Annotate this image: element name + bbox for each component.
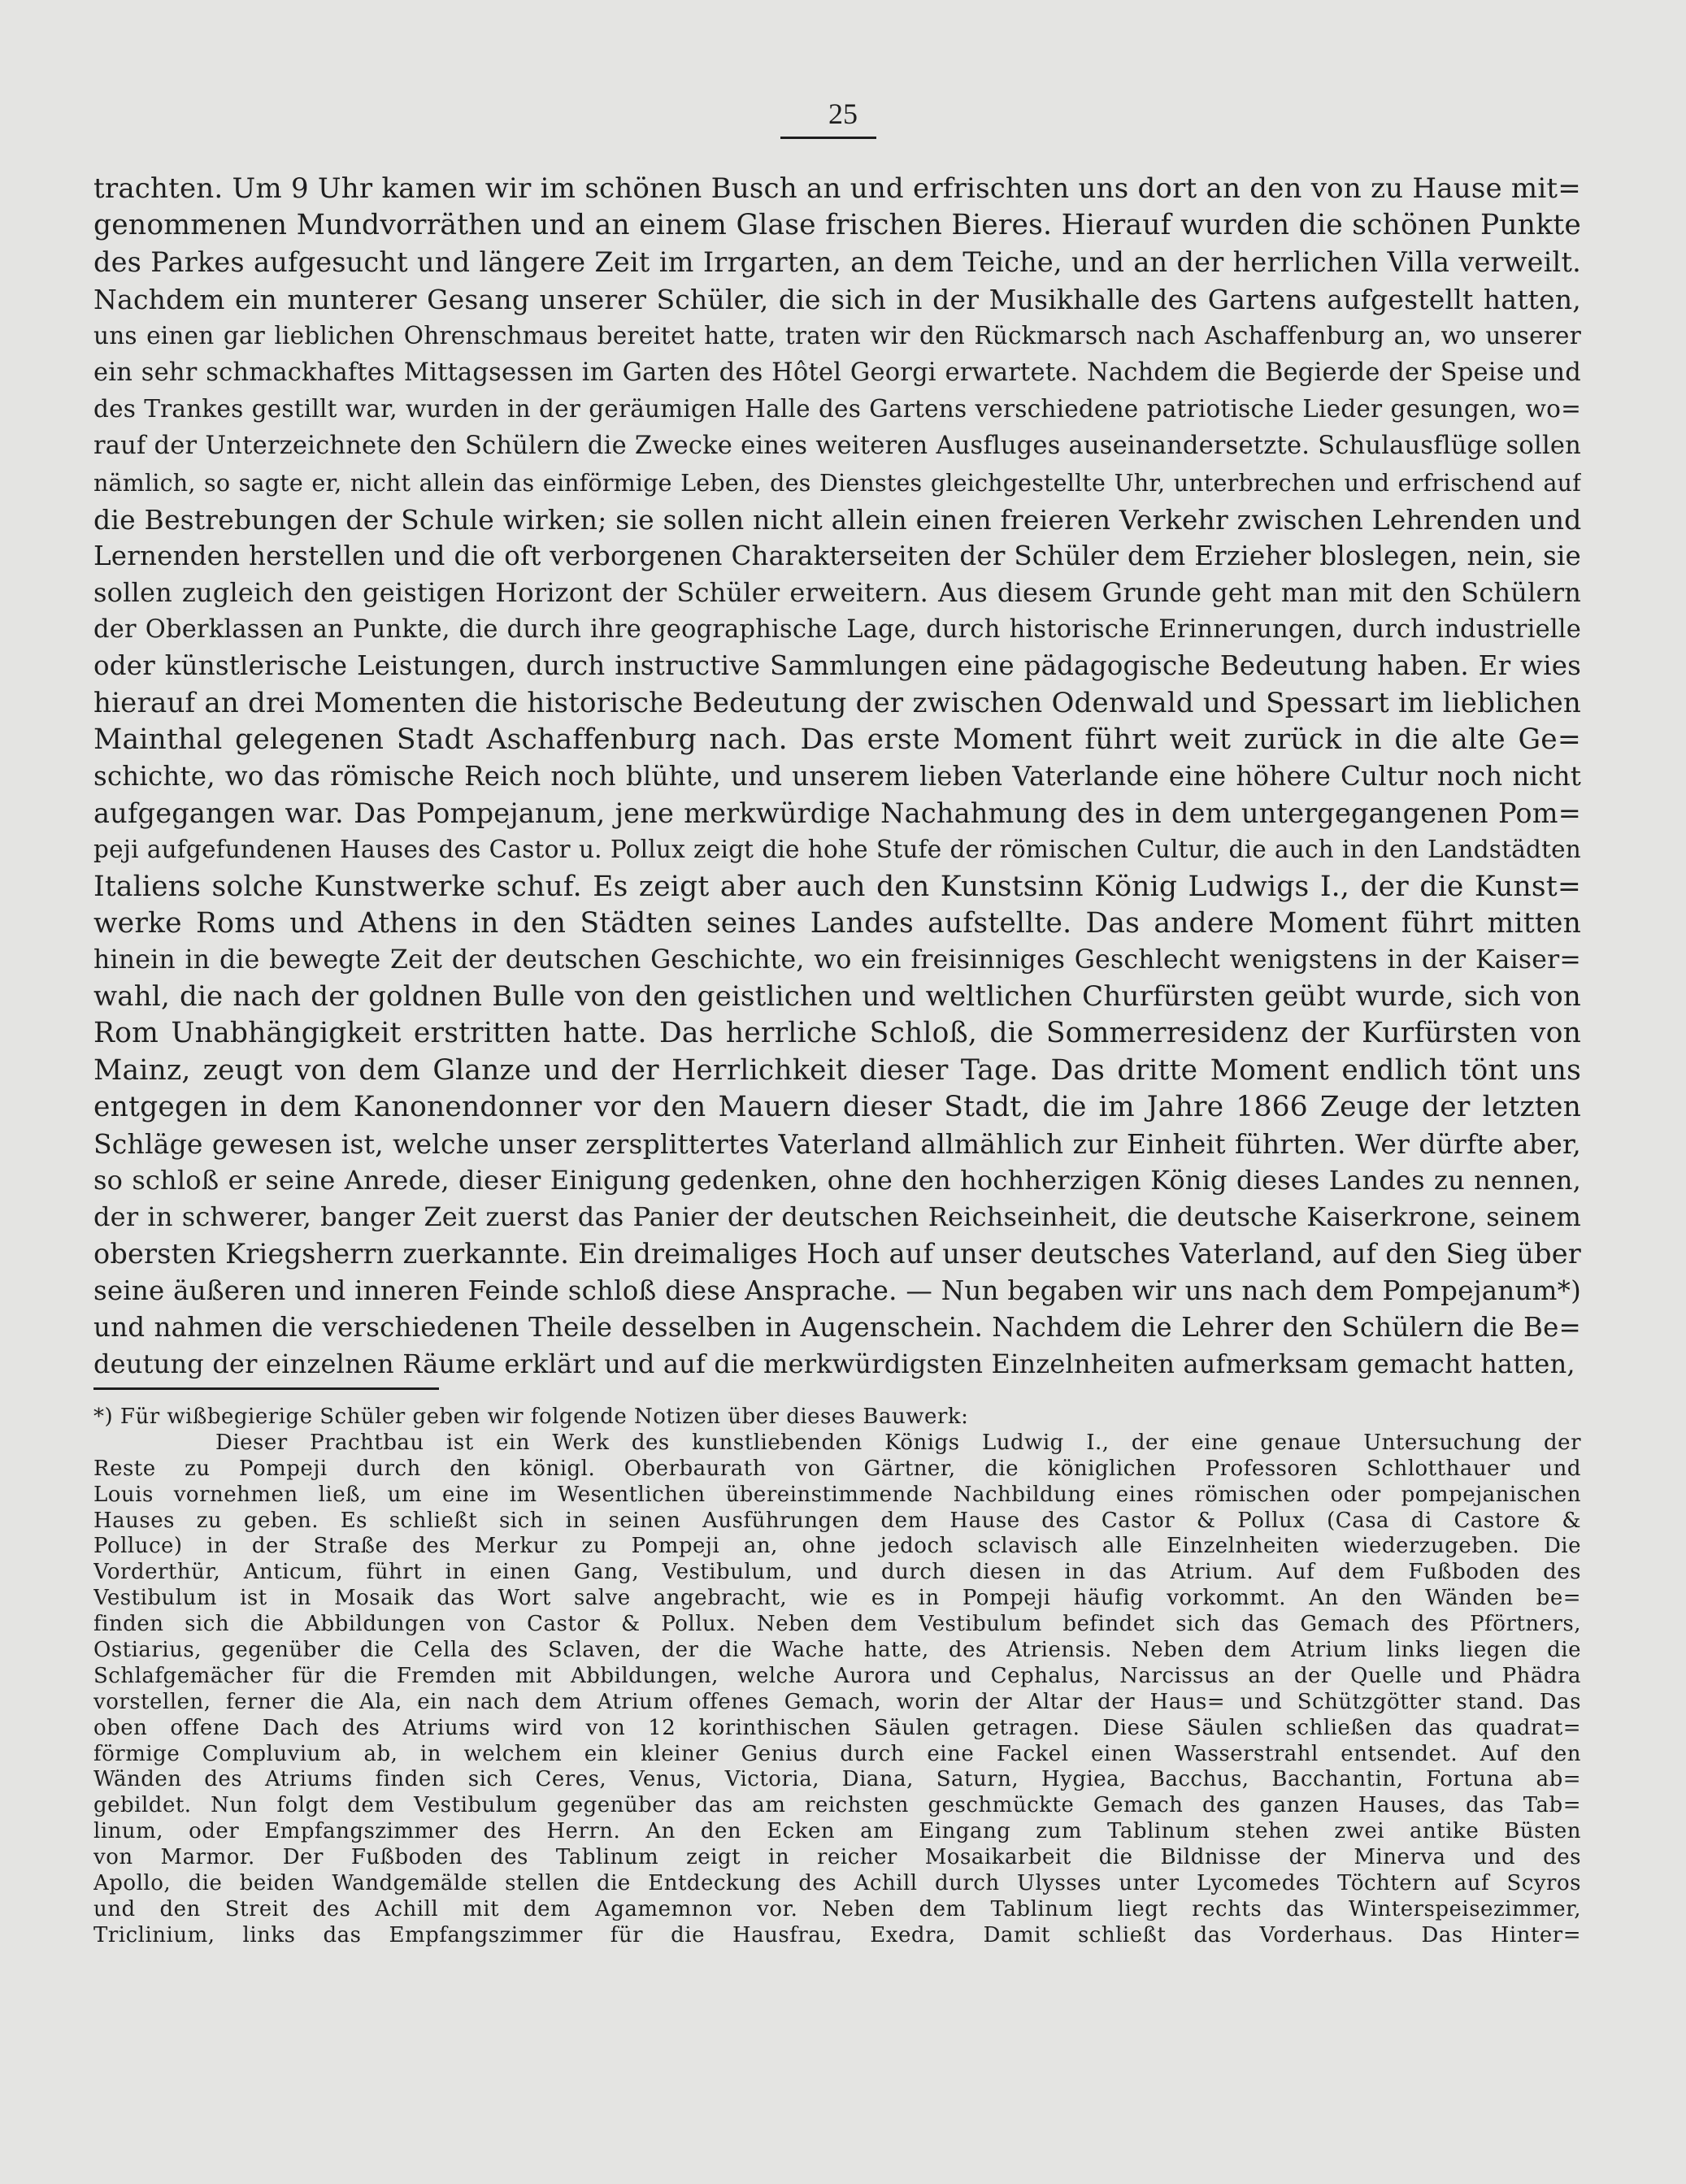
- main-text: [93, 171, 1581, 1383]
- footnote-heading: *) Für wißbegierige Schüler geben wir folgende Notizen über dieses Bauwerk:: [93, 1405, 969, 1429]
- footnote-line: Polluce) in der Straße des Merkur zu Pompeji an, ohne jedoch sclavisch alle Einzelnheiten wiederzugeben. Die: [93, 1534, 1581, 1559]
- footnote-line: Ostiarius, gegenüber die Cella des Sclaven, der die Wache hatte, des Atriensis. Neben dem Atrium links liegen die: [93, 1638, 1581, 1663]
- footnote-line: gebildet. Nun folgt dem Vestibulum gegenüber das am reichsten geschmückte Gemach des ganzen Hauses, das Tab=: [93, 1793, 1581, 1818]
- main-text-line: ein sehr schmackhaftes Mittagsessen im Garten des Hôtel Georgi erwartete. Nachdem die Begierde der Speise und: [93, 358, 1581, 387]
- footnote-line: Apollo, die beiden Wandgemälde stellen die Entdeckung des Achill durch Ulysses unter Lycomedes Töchtern auf Scyros: [93, 1871, 1581, 1896]
- page-number: 25: [828, 98, 858, 130]
- main-text-line: des Parkes aufgesucht und längere Zeit im Irrgarten, an dem Teiche, und an der herrlichen Villa verweilt.: [93, 246, 1581, 279]
- main-text-line: nämlich, so sagte er, nicht allein das einförmige Leben, des Dienstes gleichgestellte Uhr, unterbrechen und erfrischend auf: [93, 469, 1581, 497]
- footnote-line: von Marmor. Der Fußboden des Tablinum zeigt in reicher Mosaikarbeit die Bildnisse der Minerva und des: [93, 1845, 1581, 1870]
- footnote-line: vorstellen, ferner die Ala, ein nach dem Atrium offenes Gemach, worin der Altar der Haus= und Schützgötter stand. Das: [93, 1689, 1581, 1714]
- main-text-line: des Trankes gestillt war, wurden in der geräumigen Halle des Gartens verschiedene patriotische Lieder gesungen, wo=: [93, 395, 1581, 423]
- footnote-line: finden sich die Abbildungen von Castor & Pollux. Neben dem Vestibulum befindet sich das Gemach des Pförtners,: [93, 1612, 1581, 1637]
- main-text-line: sollen zugleich den geistigen Horizont der Schüler erweitern. Aus diesem Grunde geht man mit den Schülern: [93, 577, 1581, 609]
- footnote-line: und den Streit des Achill mit dem Agamemnon vor. Neben dem Tablinum liegt rechts das Winterspeisezimmer,: [93, 1896, 1581, 1921]
- footnote-line: Vestibulum ist in Mosaik das Wort salve angebracht, wie es in Pompeji häufig vorkommt. An den Wänden be=: [93, 1586, 1581, 1611]
- main-text-line: entgegen in dem Kanonendonner vor den Mauern dieser Stadt, die im Jahre 1866 Zeuge der letzten: [93, 1090, 1581, 1123]
- footnote-line: Triclinium, links das Empfangszimmer für die Hausfrau, Exedra, Damit schließt das Vorderhaus. Das Hinter=: [93, 1922, 1581, 1947]
- footnote-line: linum, oder Empfangszimmer des Herrn. An den Ecken am Eingang zum Tablinum stehen zwei antike Büsten: [93, 1819, 1581, 1844]
- footnote-line: Vorderthür, Anticum, führt in einen Gang, Vestibulum, und durch diesen in das Atrium. Auf dem Fußboden des: [93, 1560, 1581, 1585]
- main-text-line: rauf der Unterzeichnete den Schülern die Zwecke eines weiteren Ausfluges auseinandersetzte. Schulausflüge sollen: [93, 432, 1581, 461]
- main-text-line: deutung der einzelnen Räume erklärt und auf die merkwürdigsten Einzelnheiten aufmerksam gemacht hatten,: [93, 1348, 1575, 1379]
- footnote-line: Wänden des Atriums finden sich Ceres, Venus, Victoria, Diana, Saturn, Hygiea, Bacchus, Bacchantin, Fortuna ab=: [93, 1767, 1581, 1792]
- footnote-line: förmige Compluvium ab, in welchem ein kleiner Genius durch eine Fackel einen Wasserstrahl entsendet. Auf den: [93, 1741, 1581, 1766]
- main-text-line: Italiens solche Kunstwerke schuf. Es zeigt aber auch den Kunstsinn König Ludwigs I., der die Kunst=: [93, 870, 1581, 903]
- main-text-line: genommenen Mundvorräthen und an einem Glase frischen Bieres. Hierauf wurden die schönen Punkte: [93, 209, 1581, 242]
- main-text-line: der Oberklassen an Punkte, die durch ihre geographische Lage, durch historische Erinnerungen, durch industrielle: [93, 615, 1581, 645]
- main-text-line: Mainthal gelegenen Stadt Aschaffenburg nach. Das erste Moment führt weit zurück in die alte Ge=: [93, 723, 1581, 756]
- main-text-line: peji aufgefundenen Hauses des Castor u. Pollux zeigt die hohe Stufe der römischen Cultur, die auch in den Landstädten: [93, 836, 1581, 864]
- main-text-line: die Bestrebungen der Schule wirken; sie sollen nicht allein einen freieren Verkehr zwischen Lehrenden und: [93, 503, 1581, 536]
- footnote-separator: [93, 1387, 439, 1390]
- main-text-line: werke Roms und Athens in den Städten seines Landes aufstellte. Das andere Moment führt mitten: [93, 906, 1581, 940]
- main-text-line: und nahmen die verschiedenen Theile desselben in Augenschein. Nachdem die Lehrer den Schülern die Be=: [93, 1311, 1581, 1343]
- footnote-line: Reste zu Pompeji durch den königl. Oberbaurath von Gärtner, die königlichen Professoren Schlotthauer und: [93, 1456, 1581, 1481]
- main-text-line: seine äußeren und inneren Feinde schloß diese Ansprache. — Nun begaben wir uns nach dem Pompejanum*): [93, 1274, 1581, 1306]
- footnote-line: Dieser Prachtbau ist ein Werk des kunstliebenden Königs Ludwig I., der eine genaue Untersuchung der: [215, 1430, 1581, 1455]
- main-text-line: hinein in die bewegte Zeit der deutschen Geschichte, wo ein freisinniges Geschlecht wenigstens in der Kaiser=: [93, 944, 1581, 975]
- main-text-line: aufgegangen war. Das Pompejanum, jene merkwürdige Nachahmung des in dem untergegangenen Pom=: [93, 797, 1581, 830]
- main-text-line: Mainz, zeugt von dem Glanze und der Herrlichkeit dieser Tage. Das dritte Moment endlich tönt uns: [93, 1053, 1581, 1087]
- main-text-line: schichte, wo das römische Reich noch blühte, und unserem lieben Vaterlande eine höhere Cultur noch nicht: [93, 761, 1581, 792]
- main-text-line: Lernenden herstellen und die oft verborgenen Charakterseiten der Schüler dem Erzieher bloslegen, nein, sie: [93, 540, 1581, 571]
- main-text-line: hierauf an drei Momenten die historische Bedeutung der zwischen Odenwald und Spessart im lieblichen: [93, 686, 1581, 719]
- page-number-rule: [780, 137, 876, 139]
- main-text-line: trachten. Um 9 Uhr kamen wir im schönen Busch an und erfrischten uns dort an den von zu Hause mit=: [93, 172, 1581, 205]
- footnote-text: [93, 1405, 1581, 1949]
- footnote-line: Hauses zu geben. Es schließt sich in seinen Ausführungen dem Hause des Castor & Pollux (Casa di Castore &: [93, 1508, 1581, 1533]
- main-text-line: Schläge gewesen ist, welche unser zersplittertes Vaterland allmählich zur Einheit führten. Wer dürfte aber,: [93, 1127, 1581, 1160]
- footnote-line: Louis vornehmen ließ, um eine im Wesentlichen übereinstimmende Nachbildung eines römischen oder pompejanischen: [93, 1482, 1581, 1507]
- footnote-line: oben offene Dach des Atriums wird von 12 korinthischen Säulen getragen. Diese Säulen schließen das quadrat=: [93, 1715, 1581, 1740]
- main-text-line: obersten Kriegsherrn zuerkannte. Ein dreimaliges Hoch auf unser deutsches Vaterland, auf den Sieg über: [93, 1238, 1581, 1270]
- main-text-line: so schloß er seine Anrede, dieser Einigung gedenken, ohne den hochherzigen König dieses Landes zu nennen,: [93, 1165, 1581, 1196]
- footnote-line: Schlafgemächer für die Fremden mit Abbildungen, welche Aurora und Cephalus, Narcissus an der Quelle und Phädra: [93, 1663, 1581, 1688]
- main-text-line: Nachdem ein munterer Gesang unserer Schüler, die sich in der Musikhalle des Gartens aufgestellt hatten,: [93, 283, 1581, 315]
- main-text-line: der in schwerer, banger Zeit zuerst das Panier der deutschen Reichseinheit, die deutsche Kaiserkrone, seinem: [93, 1201, 1581, 1233]
- main-text-line: Rom Unabhängigkeit erstritten hatte. Das herrliche Schloß, die Sommerresidenz der Kurfürsten von: [93, 1017, 1581, 1050]
- main-text-line: oder künstlerische Leistungen, durch instructive Sammlungen eine pädagogische Bedeutung haben. Er wies: [93, 650, 1581, 682]
- main-text-line: uns einen gar lieblichen Ohrenschmaus bereitet hatte, traten wir den Rückmarsch nach Aschaffenburg an, wo unserer: [93, 321, 1581, 350]
- main-text-line: wahl, die nach der goldnen Bulle von den geistlichen und weltlichen Churfürsten geübt wurde, sich von: [93, 980, 1581, 1014]
